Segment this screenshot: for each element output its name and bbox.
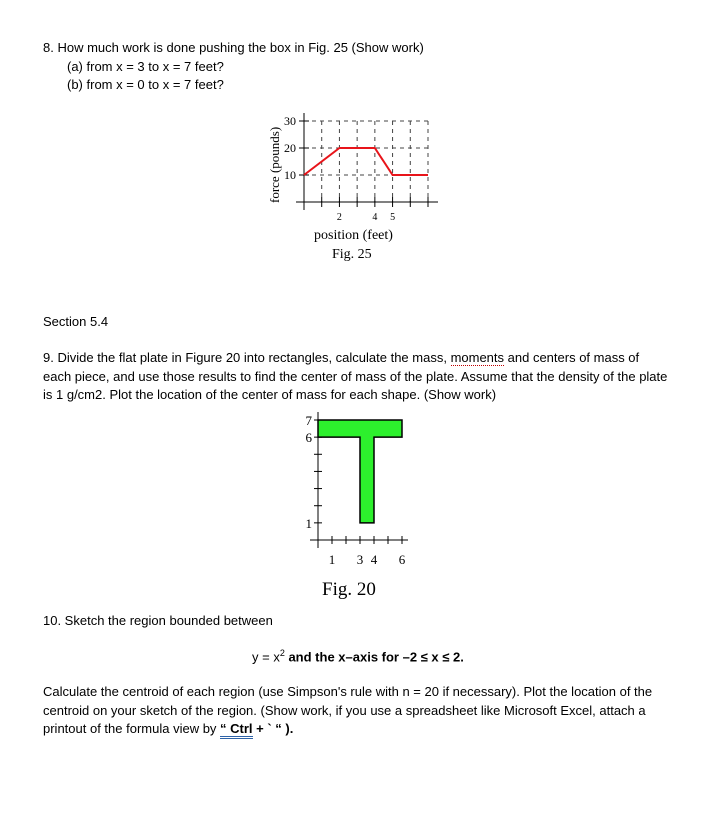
fig20-x-tick-label: 3 xyxy=(356,552,364,567)
fig20-y-tick-label: 6 xyxy=(305,430,312,446)
question-8-part-a: (a) from x = 3 to x = 7 feet? xyxy=(67,59,224,74)
equation-y-equals-x: y = x xyxy=(252,649,280,665)
equation-exponent: 2 xyxy=(279,648,285,658)
question-10-equation xyxy=(252,648,464,664)
fig20-x-tick-label: 1 xyxy=(328,552,336,567)
fig20-t-plate xyxy=(318,420,402,523)
fig25-y-axis-label: force (pounds) xyxy=(267,126,282,203)
question-10-instructions xyxy=(43,683,668,739)
fig25-y-tick-label: 20 xyxy=(284,141,296,155)
fig25-caption: Fig. 25 xyxy=(332,247,372,262)
question-8-part-b: (b) from x = 0 to x = 7 feet? xyxy=(67,77,224,92)
question-9-moments-word: moments xyxy=(450,350,505,365)
question-10-title: 10. Sketch the region bounded between xyxy=(43,613,273,628)
fig20-caption: Fig. 20 xyxy=(322,579,376,600)
fig20-y-tick-label: 7 xyxy=(305,413,312,428)
question-10-instructions-end: + ` “ ). xyxy=(252,721,294,736)
fig25-x-axis-label: position (feet) xyxy=(314,228,393,243)
fig25-y-tick-label: 10 xyxy=(284,168,296,182)
question-10-instructions-main: Calculate the centroid of each region (use Simpson's rule with n = 20 if necessary). Plot the location of the centroid on your sketch of the region. (Show work, if you use a spreadsheet like Microsoft Excel, attach a printout of the formula view by xyxy=(43,684,653,736)
fig20-x-tick-label: 6 xyxy=(398,552,406,567)
question-9-text-part2: and centers of mass of each piece, and use those results to find the center of mass of the plate. Assume that the density of the plate is 1 g/cm2. Plot the location of the center of mass for each shape. (Show work) xyxy=(43,350,668,402)
fig25-x-tick-label: 2 xyxy=(336,212,342,223)
fig20-x-tick-label: 4 xyxy=(370,552,378,567)
equation-domain: and the x–axis for –2 ≤ x ≤ 2. xyxy=(284,649,464,665)
ctrl-keyword: “ Ctrl xyxy=(220,721,253,739)
section-heading: Section 5.4 xyxy=(43,314,109,329)
question-8-title: 8. How much work is done pushing the box in Fig. 25 (Show work) xyxy=(43,40,424,55)
fig25-y-tick-label: 30 xyxy=(284,114,296,128)
fig25-x-tick-label: 5 xyxy=(390,212,396,223)
fig25-x-tick-label: 4 xyxy=(372,212,378,223)
fig20-y-tick-label: 1 xyxy=(305,515,312,531)
question-9-text-part1: 9. Divide the flat plate in Figure 20 into rectangles, calculate the mass, xyxy=(43,350,451,365)
